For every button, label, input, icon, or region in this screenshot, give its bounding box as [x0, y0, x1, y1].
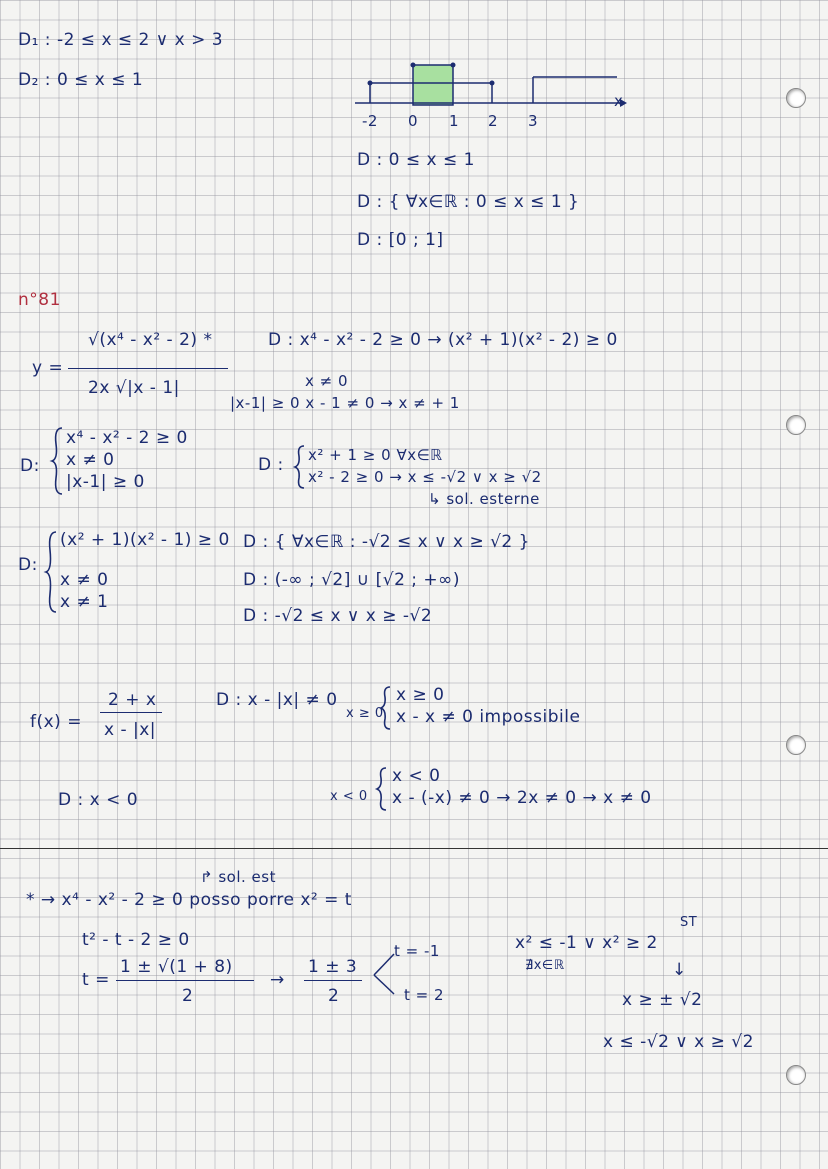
sol-est-note: ↱ sol. est — [200, 868, 276, 886]
highlight-region — [413, 65, 453, 105]
system1-line: x ≠ 0 — [66, 450, 115, 470]
tick-label: 2 — [488, 112, 499, 130]
system1-line: |x-1| ≥ 0 — [66, 472, 145, 492]
system2-line: x² - 2 ≥ 0 → x ≤ -√2 ∨ x ≥ √2 — [308, 468, 542, 486]
domain-result: D : { ∀x∈ℝ : 0 ≤ x ≤ 1 } — [357, 192, 580, 212]
system3-line: x ≠ 0 — [60, 570, 109, 590]
t2-denominator: 2 — [328, 986, 340, 1006]
arrow: → — [270, 970, 285, 990]
system3-label: D: — [18, 555, 38, 575]
domain-result: D : [0 ; 1] — [357, 230, 444, 250]
f-numerator: 2 + x — [108, 690, 157, 710]
t-sol1: t = -1 — [394, 942, 440, 960]
system3-line: (x² + 1)(x² - 1) ≥ 0 — [60, 530, 230, 550]
f-case2-cond: x < 0 — [330, 789, 368, 804]
system1-label: D: — [20, 456, 40, 476]
no-x: ∄x∈ℝ — [525, 958, 565, 973]
axis-label: x — [614, 92, 624, 110]
f-case1-cond: x ≥ 0 — [346, 706, 384, 721]
system3-brace — [44, 530, 58, 614]
y-label: y = — [32, 358, 64, 378]
ex81-denominator: 2x √|x - 1| — [88, 378, 180, 398]
section-divider — [0, 848, 828, 849]
ex81-numerator: √(x⁴ - x² - 2) * — [88, 330, 213, 350]
tick-label: 3 — [528, 112, 539, 130]
ex81-x-neq-zero: x ≠ 0 — [305, 372, 349, 390]
f-case1-line: x ≥ 0 — [396, 685, 445, 705]
case2-brace — [376, 766, 388, 812]
fraction-bar — [116, 980, 254, 981]
f-result: D : x < 0 — [58, 790, 139, 810]
t-denominator: 2 — [182, 986, 194, 1006]
f-label: f(x) = — [30, 712, 82, 732]
t-numerator: 1 ± √(1 + 8) — [120, 957, 233, 977]
down-arrow: ↓ — [672, 960, 687, 980]
tick-label: 1 — [449, 112, 460, 130]
right-line3: x ≤ -√2 ∨ x ≥ √2 — [603, 1032, 754, 1052]
f-case2-line: x - (-x) ≠ 0 → 2x ≠ 0 → x ≠ 0 — [392, 788, 652, 808]
t-label: t = — [82, 970, 110, 990]
fraction-bar — [304, 980, 362, 981]
tick-label: 0 — [408, 112, 419, 130]
f-denominator: x - |x| — [104, 720, 157, 740]
ex81-result: D : (-∞ ; √2] ∪ [√2 ; +∞) — [243, 570, 460, 590]
f-case1-line: x - x ≠ 0 impossibile — [396, 707, 581, 727]
binder-hole — [786, 415, 806, 435]
ex81-abs-condition: |x-1| ≥ 0 x - 1 ≠ 0 → x ≠ + 1 — [230, 394, 460, 412]
binder-hole — [786, 88, 806, 108]
f-case2-line: x < 0 — [392, 766, 441, 786]
domain-d1: D₁ : -2 ≤ x ≤ 2 ∨ x > 3 — [18, 30, 224, 50]
ex81-result: D : { ∀x∈ℝ : -√2 ≤ x ∨ x ≥ √2 } — [243, 532, 530, 552]
tick-label: -2 — [362, 112, 378, 130]
ex81-result: D : -√2 ≤ x ∨ x ≥ -√2 — [243, 606, 433, 626]
domain-result: D : 0 ≤ x ≤ 1 — [357, 150, 475, 170]
domain-d2: D₂ : 0 ≤ x ≤ 1 — [18, 70, 144, 90]
system1-line: x⁴ - x² - 2 ≥ 0 — [66, 428, 188, 448]
sol-esterne: ↳ sol. esterne — [428, 490, 540, 508]
exercise-number: n°81 — [18, 290, 61, 310]
right-line2: x ≥ ± √2 — [622, 990, 703, 1010]
st-label: ST — [680, 915, 698, 930]
fraction-bar — [100, 712, 162, 713]
f-domain: D : x - |x| ≠ 0 — [216, 690, 338, 710]
system2-label: D : — [258, 455, 284, 475]
ex81-d-condition: D : x⁴ - x² - 2 ≥ 0 → (x² + 1)(x² - 2) ≥ 0 — [268, 330, 618, 350]
substitution-line1: * → x⁴ - x² - 2 ≥ 0 posso porre x² = t — [26, 890, 352, 910]
binder-hole — [786, 735, 806, 755]
system2-line: x² + 1 ≥ 0 ∀x∈ℝ — [308, 446, 443, 464]
case1-brace — [380, 685, 392, 731]
substitution-line2: t² - t - 2 ≥ 0 — [82, 930, 190, 950]
t-sol2: t = 2 — [404, 986, 445, 1004]
system3-line: x ≠ 1 — [60, 592, 109, 612]
system2-brace — [294, 444, 306, 490]
right-line1: x² ≤ -1 ∨ x² ≥ 2 — [515, 933, 658, 953]
fraction-bar — [68, 368, 228, 369]
binder-hole — [786, 1065, 806, 1085]
system1-brace — [50, 426, 64, 496]
t2-numerator: 1 ± 3 — [308, 957, 358, 977]
